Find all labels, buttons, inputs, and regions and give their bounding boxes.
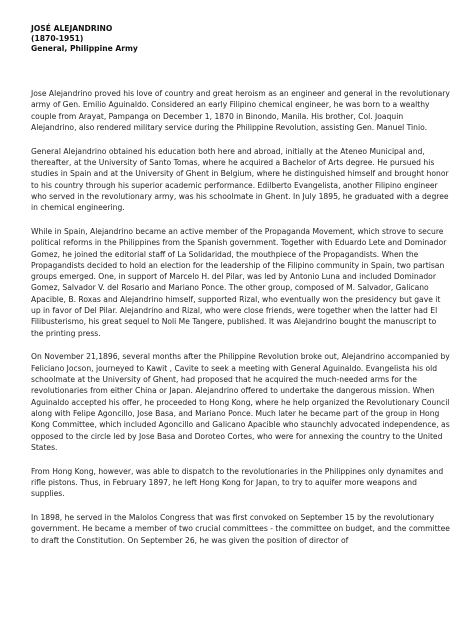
paragraph: General Alejandrino obtained his education both here and abroad, initially at the Ateneo Municipal and, thereafter, at the University of Santo Tomas, where he acquired a Bachelor of Arts degree. He pursued his studies in Spain and at the University of Ghent in Belgium, where he distinguished himself and brought honor to his country through his superior academic performance. Edilberto Evangelista, another Filipino engineer who served in the revolutionary army, was his schoolmate in Ghent. In July 1895, he graduated with a degree in chemical engineering. [31, 146, 449, 213]
document-heading [31, 24, 451, 54]
paragraph: While in Spain, Alejandrino became an active member of the Propaganda Movement, which strove to secure political reforms in the Philippines from the Spanish government. Together with Eduardo Lete and Dominador Gomez, he joined the editorial staff of La Solidaridad, the mouthpiece of the Propagandists. When the Propagandists decided to hold an election for the leadership of the Filipino community in Spain, two partisan groups emerged. One, in support of Marcelo H. del Pilar, was led by Antonio Luna and included Dominador Gomez, Salvador V. del Rosario and Mariano Ponce. The other group, composed of M. Salvador, Galicano Apacible, B. Roxas and Alejandrino himself, supported Rizal, who eventually won the presidency but gave it up in favor of Del Pilar. Alejandrino and Rizal, who were close friends, were together when the latter had El Filibusterismo, his great sequel to Noli Me Tangere, published. It was Alejandrino bought the manuscript to the printing press. [31, 226, 447, 338]
paragraph: Jose Alejandrino proved his love of country and great heroism as an engineer and general in the revolutionary army of Gen. Emilio Aguinaldo. Considered an early Filipino chemical engineer, he was born to a wealthy couple from Arayat, Pampanga on December 1, 1870 in Binondo, Manila. His brother, Col. Joaquin Alejandrino, also rendered military service during the Philippine Revolution, assisting Gen. Manuel Tinio. [31, 89, 450, 132]
person-title: General, Philippine Army [31, 44, 138, 53]
document-body [31, 88, 451, 546]
person-years: (1870-1951) [31, 34, 84, 43]
paragraph: From Hong Kong, however, was able to dispatch to the revolutionaries in the Philippines only dynamites and rifle pistons. Thus, in February 1897, he left Hong Kong for Japan, to try to aquifer more weapons and supplies. [31, 466, 444, 499]
person-name: JOSÉ ALEJANDRINO [31, 24, 113, 33]
paragraph: On November 21,1896, several months after the Philippine Revolution broke out, Alejandrino accompanied by Feliciano Jocson, journeyed to Kawit , Cavite to seek a meeting with General Aguinaldo. Evangelista his old schoolmate at the University of Ghent, had proposed that he acquired the much-needed arms for the revolutionaries from either China or Japan. Alejandrino offered to undertake the dangerous mission. When Aguinaldo accepted his offer, he proceeded to Hong Kong, where he help organized the Revolutionary Council along with Felipe Agoncillo, Jose Basa, and Mariano Ponce. Much later he became part of the group in Hong Kong Committee, which included Agoncillo and Galicano Apacible who staunchly advocated independence, as opposed to the circle led by Jose Basa and Doroteo Cortes, who were for annexing the country to the United States. [31, 352, 450, 452]
paragraph: In 1898, he served in the Malolos Congress that was first convoked on September 15 by the revolutionary government. He became a member of two crucial committees - the committee on budget, and the committee to draft the Constitution. On September 26, he was given the position of director of [31, 513, 450, 545]
